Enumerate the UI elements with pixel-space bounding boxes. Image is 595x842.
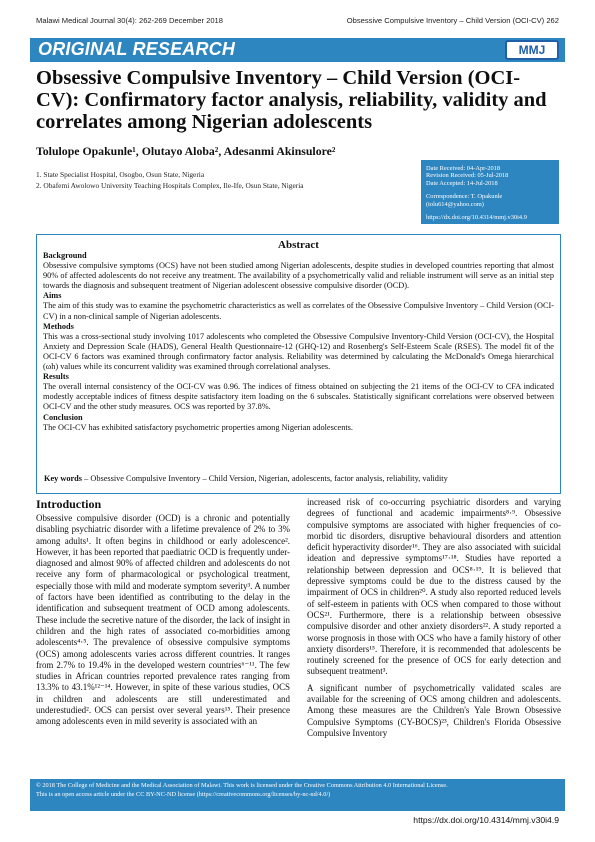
article-title: Obsessive Compulsive Inventory – Child Version (OCI-CV): Confirmatory factor analysis, reliability, validity and correlates among Nigerian adolescents	[36, 67, 547, 133]
abstract-background: Obsessive compulsive symptoms (OCS) have not been studied among Nigerian adolescents, despite studies in developed countries reporting that almost 90% of affected adolescents do not receive any treatment. The availability of a psychometrically valid and reliable instrument will serve as an initial step towards the diagnosis and subsequent treatment of Nigerian adolescent obsessive compulsive disorder (OCD).	[43, 261, 554, 291]
abstract-heading: Abstract	[278, 239, 319, 251]
date-received: Date Received: 04-Apr-2018	[426, 165, 501, 172]
abstract-results-heading: Results	[43, 372, 69, 382]
intro-paragraph: A significant number of psychometrically validated scales are available for the screening of OCS among children and adolescents. Among these measures are the Children's Yale Brown Obsessive Compulsive Symptoms (CY-BOCS)²³, Children's Florida Obsessive Compulsive Inventory	[307, 682, 561, 738]
date-accepted: Date Accepted: 14-Jul-2018	[426, 179, 498, 187]
author-list: Tolulope Opakunle¹, Olutayo Aloba², Adesanmi Akinsulore²	[36, 144, 336, 158]
infobox-doi-link[interactable]: https://dx.doi.org/10.4314/mmj.v30i4.9	[426, 214, 527, 222]
license-line-2[interactable]: This is an open access article under the CC BY-NC-ND license (https://creativecommons.org/licenses/by-nc-nd/4.0/)	[36, 790, 331, 798]
keywords-label: Key words	[44, 474, 83, 483]
correspondence-email[interactable]: (tolu614@yahoo.com)	[426, 200, 484, 208]
body-column-right	[307, 497, 561, 739]
introduction-heading: Introduction	[36, 497, 102, 511]
journal-logo: MMJ	[505, 40, 559, 60]
abstract-aims: The aim of this study was to examine the psychometric characteristics as well as correlates of the Obsessive Compulsive Inventory – Child Version (OCI-CV) in a non-clinical sample of Nigerian adolescents.	[43, 301, 554, 321]
abstract-methods: This was a cross-sectional study involving 1017 adolescents who completed the Obsessive Compulsive Inventory-Child Version (OCI-CV), the Hospital Anxiety and Depression Scale (HADS), General Health Questionnaire-12 (GHQ-12) and Rosenberg's Self-Esteem Scale (RSES). The model fit of the OCI-CV 6 factors was examined through confirmatory factor analysis. Reliability was determined by calculating the McDonald's Omega hierarchical (ωh) values while its concurrent validity was examined through correlational analyses.	[43, 331, 554, 372]
license-footer	[30, 779, 565, 811]
abstract-body	[43, 251, 554, 433]
banner-label: ORIGINAL RESEARCH	[38, 39, 236, 59]
affiliation-2: 2. Obafemi Awolowo University Teaching Hospitals Complex, Ile-Ife, Osun State, Nigeria	[36, 181, 304, 190]
keywords-text: – Obsessive Compulsive Inventory – Child Version, Nigerian, adolescents, factor analysis, reliability, validity	[82, 474, 448, 483]
running-header-journal: Malawi Medical Journal 30(4): 262-269 December 2018	[36, 16, 223, 25]
running-header	[36, 16, 559, 25]
intro-paragraph: increased risk of co-occurring psychiatric disorders and varying degrees of functional and academic impairments⁸·⁹. Obsessive compulsive symptoms are associated with higher frequencies of co-morbid tic disorders, disruptive behavioural disorders and attention deficit hyperactivity disorder¹⁶. They are also associated with suicidal ideation and depressive symptoms¹⁷·¹⁸. Studies have reported a relationship between depression and OCS⁸·¹⁹. It is believed that depressive symptoms could be due to the distress caused by the impairment of OCS in children²⁰. A study also reported reduced levels of self-esteem in patients with OCS when compared to those without OCS²¹. Furthermore, there is a relationship between obsessive compulsive disorder and other anxiety disorders²². A study reported a worse prognosis in those with OCS who have a family history of other anxiety disorders¹⁵. Therefore, it is recommended that adolescents be routinely screened for the presence of OCS for early detection and subsequent treatment³.	[307, 497, 561, 677]
body-column-left	[36, 513, 290, 728]
section-banner	[30, 38, 565, 62]
footer-doi-link[interactable]: https://dx.doi.org/10.4314/mmj.v30i4.9	[413, 815, 559, 825]
revision-received: Revision Received: 05-Jul-2018	[426, 172, 509, 180]
abstract-conclusion-heading: Conclusion	[43, 412, 83, 422]
abstract-methods-heading: Methods	[43, 321, 74, 331]
abstract-results: The overall internal consistency of the OCI-CV was 0.96. The indices of fitness obtained on subjecting the 21 items of the OCI-CV to CFA indicated modestly acceptable indices of fitness despite satisfactory item loading on the 6 subscales. Statistically significant correlations were observed between OCI-CV and the other study measures. OCS was reported by 37.8%.	[43, 382, 554, 412]
running-header-article: Obsessive Compulsive Inventory – Child Version (OCI-CV) 262	[346, 16, 559, 25]
abstract-conclusion: The OCI-CV has exhibited satisfactory psychometric properties among Nigerian adolescents.	[43, 422, 353, 432]
intro-paragraph: Obsessive compulsive disorder (OCD) is a chronic and potentially disabling psychiatric disorder with a lifetime prevalence of 2% to 3% among adults¹. It often begins in childhood or early adolescence². However, it has been reported that paediatric OCD is frequently under-diagnosed and almost 90% of affected children and adolescents do not receive any form of pharmacological or psychological treatment, especially those with mild and moderate symptom severity³. A number of factors have been identified as contributing to the delay in the identification and subsequent treatment of OCD among adolescents. These include the secretive nature of the disorder, the lack of insight in children and the high rates of associated co-morbidities among adolescents⁴·⁵. The prevalence of obsessive compulsive symptoms (OCS) among adolescents varies across different countries. It ranges from 2.7% to 19.4% in the developed western countries⁶⁻¹¹. The few studies in African countries reported prevalence rates ranging from 13.3% to 43.1%¹²⁻¹⁴. However, in spite of these various studies, OCS in children and adolescents are still underestimated and underestudied². OCS can persist over several years¹⁵. Their presence among adolescents even in mild severity is associated with an	[36, 513, 290, 727]
affiliation-1: 1. State Specialist Hospital, Osogbo, Osun State, Nigeria	[36, 170, 205, 179]
correspondence-name: Correspondence: T. Opakunle	[426, 193, 503, 201]
abstract-aims-heading: Aims	[43, 291, 62, 301]
article-info-box	[421, 160, 559, 224]
abstract-box	[36, 234, 561, 494]
keywords	[44, 474, 448, 483]
abstract-background-heading: Background	[43, 251, 87, 260]
license-line-1: © 2018 The College of Medicine and the Medical Association of Malawi. This work is licensed under the Creative Commons Attribution 4.0 International License.	[36, 782, 448, 789]
